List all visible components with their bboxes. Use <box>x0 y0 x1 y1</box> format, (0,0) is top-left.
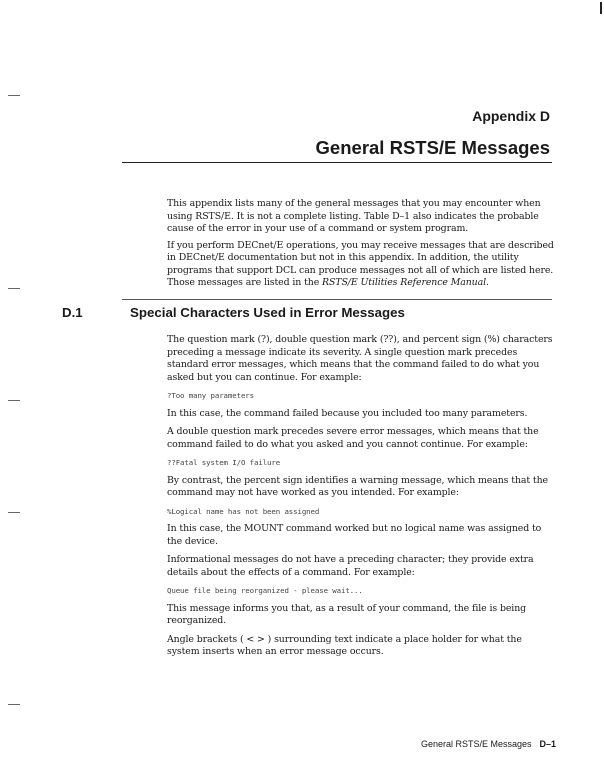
binding-mark <box>8 704 20 705</box>
paragraph: By contrast, the percent sign identifies a warning message, which means that the command may not have worked as you intended. For example: <box>167 474 548 498</box>
binding-mark <box>8 512 20 513</box>
appendix-label: Appendix D <box>472 108 550 124</box>
scan-edge-mark <box>600 2 602 14</box>
section-heading <box>62 305 562 320</box>
page-footer <box>421 739 556 749</box>
intro-text: . <box>485 277 489 288</box>
example-message: %Logical name has not been assigned <box>167 506 320 516</box>
page-number: D–1 <box>539 739 556 749</box>
section-body <box>167 334 555 665</box>
example-message: ?Too many parameters <box>167 391 254 400</box>
section-number: D.1 <box>62 305 83 320</box>
title-rule <box>122 162 552 163</box>
intro-paragraph: This appendix lists many of the general messages that you may encounter when using RSTS/E. It is not a complete listing. Table D–1 also indicates the probable cause of the error in your use of a command or system program. <box>167 198 541 234</box>
intro-text: If you perform DECnet/E operations, you may receive messages that are described in DECnet/E documentation but not in this appendix. In addition, the utility programs that support DCL can produce messages not all of which are listed here. Those messages are listed in the <box>167 239 554 288</box>
intro-paragraph <box>167 240 555 290</box>
binding-mark <box>8 288 20 289</box>
binding-mark <box>8 400 20 401</box>
example-message: ??Fatal system I/O failure <box>167 458 281 467</box>
paragraph: A double question mark precedes severe error messages, which means that the command failed to do what you asked and you cannot continue. For example: <box>167 426 539 450</box>
section-title: Special Characters Used in Error Messages <box>130 305 405 320</box>
paragraph: In this case, the MOUNT command worked but no logical name was assigned to the device. <box>167 523 542 547</box>
paragraph: In this case, the command failed because you included too many parameters. <box>167 407 528 419</box>
paragraph: This message informs you that, as a result of your command, the file is being reorganized. <box>167 602 527 626</box>
manual-reference: RSTS/E Utilities Reference Manual <box>322 277 486 288</box>
paragraph: Angle brackets ( < > ) surrounding text indicate a place holder for what the system inserts when an error message occurs. <box>167 633 522 657</box>
binding-mark <box>8 95 20 96</box>
intro-block <box>167 198 555 290</box>
section-rule <box>122 299 552 300</box>
page-title: General RSTS/E Messages <box>315 137 550 158</box>
footer-label: General RSTS/E Messages <box>420 739 532 749</box>
paragraph: The question mark (?), double question mark (??), and percent sign (%) characters preceding a message indicate its severity. A single question mark precedes standard error messages, which means that the command failed to do what you asked but you can continue. For example: <box>167 334 553 383</box>
example-message: Queue file being reorganized - please wait... <box>167 586 363 595</box>
paragraph: Informational messages do not have a preceding character; they provide extra details about the effects of a command. For example: <box>167 554 534 578</box>
